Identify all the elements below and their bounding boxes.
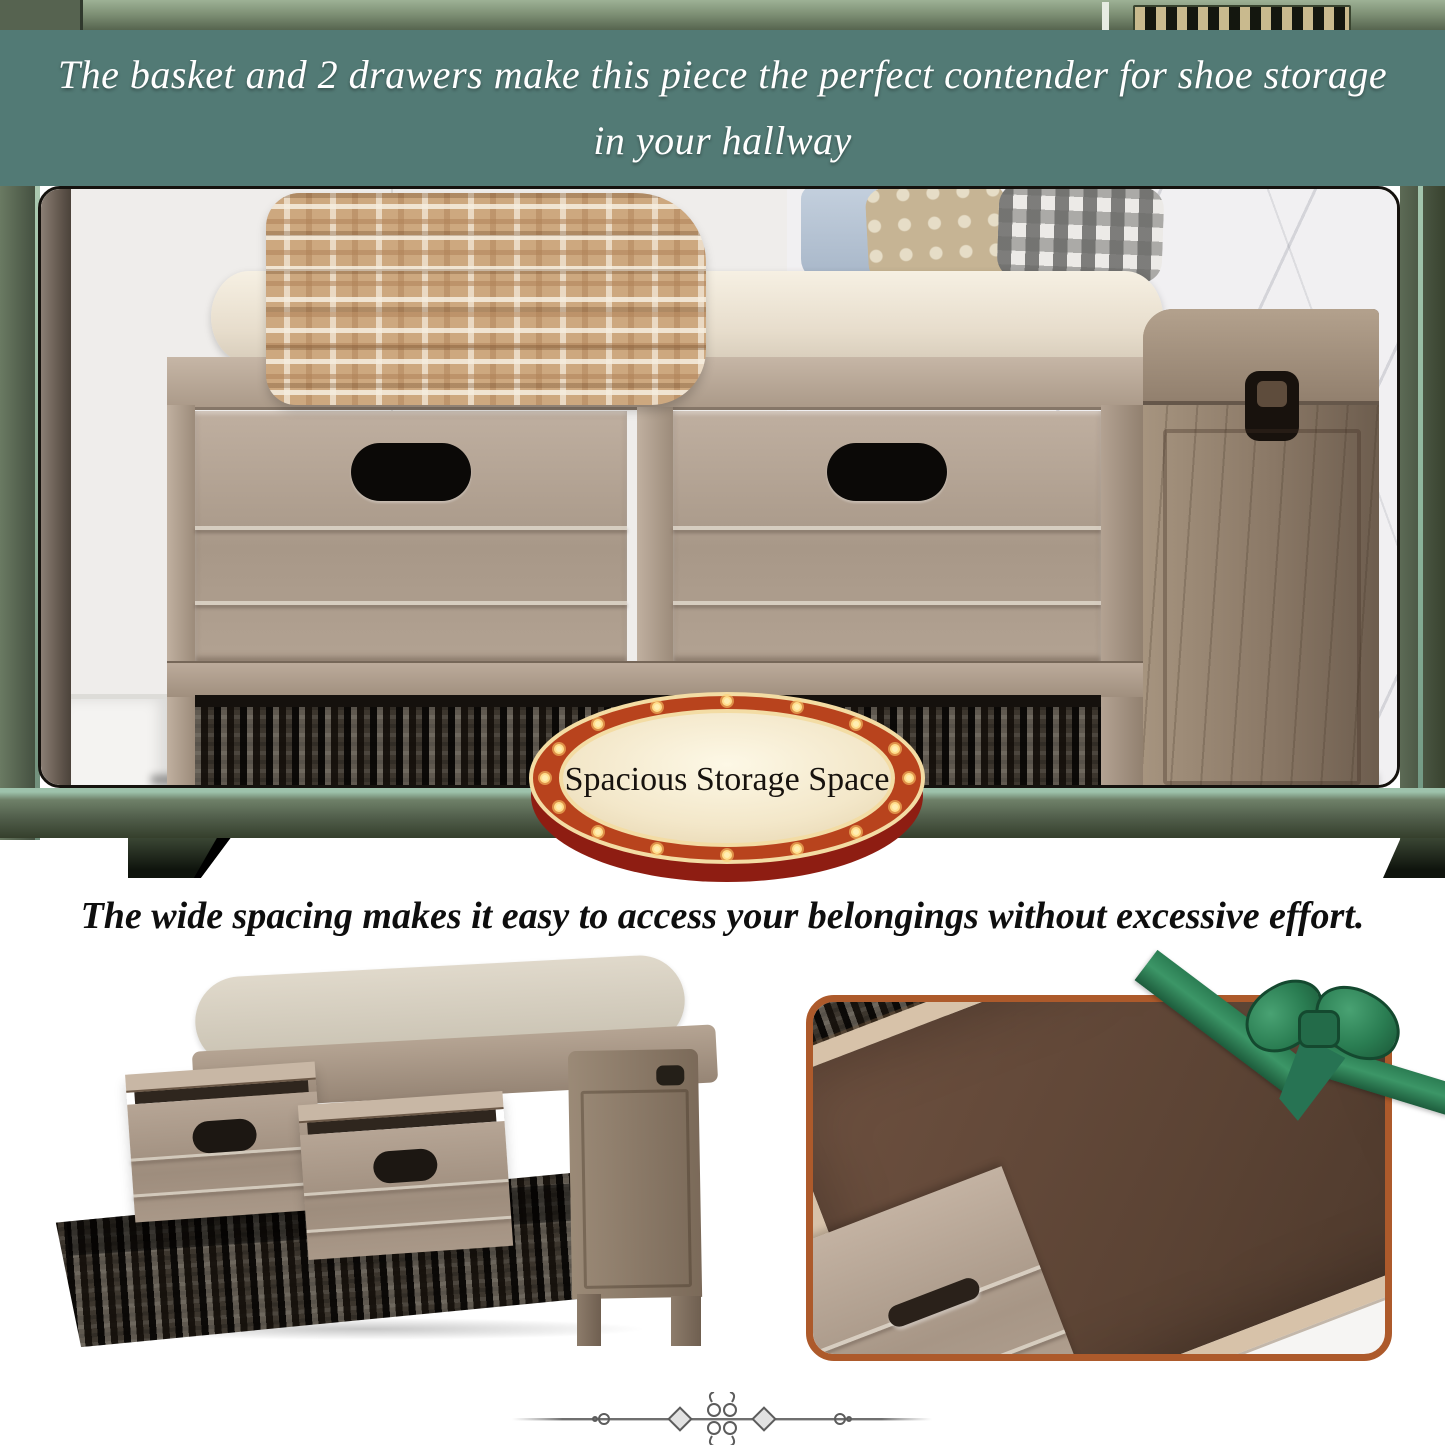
bench-stile	[1101, 405, 1147, 788]
drawer-groove	[133, 1181, 323, 1197]
cabinet-foot-right	[1383, 836, 1445, 878]
marquee-badge	[517, 690, 937, 895]
drawer-handle-cutout	[827, 443, 947, 501]
badge-graphic	[517, 690, 937, 895]
pillow-gingham	[996, 186, 1164, 284]
drawer-groove	[195, 526, 627, 530]
cabinet-frame-top	[0, 0, 1445, 34]
ornament-divider-icon	[512, 1392, 932, 1445]
drawer-groove	[673, 601, 1101, 605]
bench-leg	[671, 1296, 701, 1346]
headline-line-1: The basket and 2 drawers make this piece the perfect contender for shoe storage	[57, 52, 1388, 97]
drawer-handle-slot	[885, 1275, 983, 1330]
drawer-front	[127, 1091, 325, 1222]
drawer-handle-cutout	[192, 1118, 258, 1154]
pillow-polka-dot	[865, 186, 1010, 285]
divider-graphic	[512, 1392, 932, 1445]
side-panel-frame	[581, 1089, 692, 1289]
wood-trim-pillar	[41, 189, 71, 785]
drawer-closeup-photo	[806, 995, 1392, 1361]
cabinet-frame-corner	[0, 0, 83, 30]
headline-banner	[0, 30, 1445, 186]
bench-side-tower	[568, 1049, 702, 1299]
bench-stile	[167, 405, 195, 788]
cabinet-foot-left	[128, 836, 232, 878]
drawer-groove	[307, 1216, 512, 1233]
drawer-left	[195, 411, 627, 661]
caption-text: The wide spacing makes it easy to access your belongings without excessive effort.	[80, 895, 1365, 937]
drawer-groove	[806, 1329, 1066, 1361]
drawer-handle-cutout	[372, 1148, 438, 1184]
headline-line-2: in your hallway	[593, 118, 852, 163]
wainscot-panel	[71, 694, 169, 788]
plaid-blanket	[266, 193, 706, 405]
badge-label: Spacious Storage Space	[564, 761, 890, 798]
drawer-front	[300, 1121, 513, 1260]
bench-leg	[577, 1294, 601, 1346]
drawer-groove	[195, 601, 627, 605]
drawer-right	[673, 411, 1101, 661]
cabinet-vent-grille	[1133, 5, 1351, 33]
drawer-handle-cutout	[351, 443, 471, 501]
open-view-photo	[25, 958, 800, 1348]
side-panel-frame	[1163, 429, 1361, 785]
pulled-out-drawer	[125, 1062, 325, 1223]
cabinet-frame-divider	[1102, 2, 1109, 30]
drawer-groove	[673, 526, 1101, 530]
side-handle-cutout	[656, 1065, 684, 1085]
bench-stile	[637, 407, 673, 669]
bench-side-tower	[1143, 309, 1379, 788]
pulled-out-drawer	[298, 1091, 513, 1260]
